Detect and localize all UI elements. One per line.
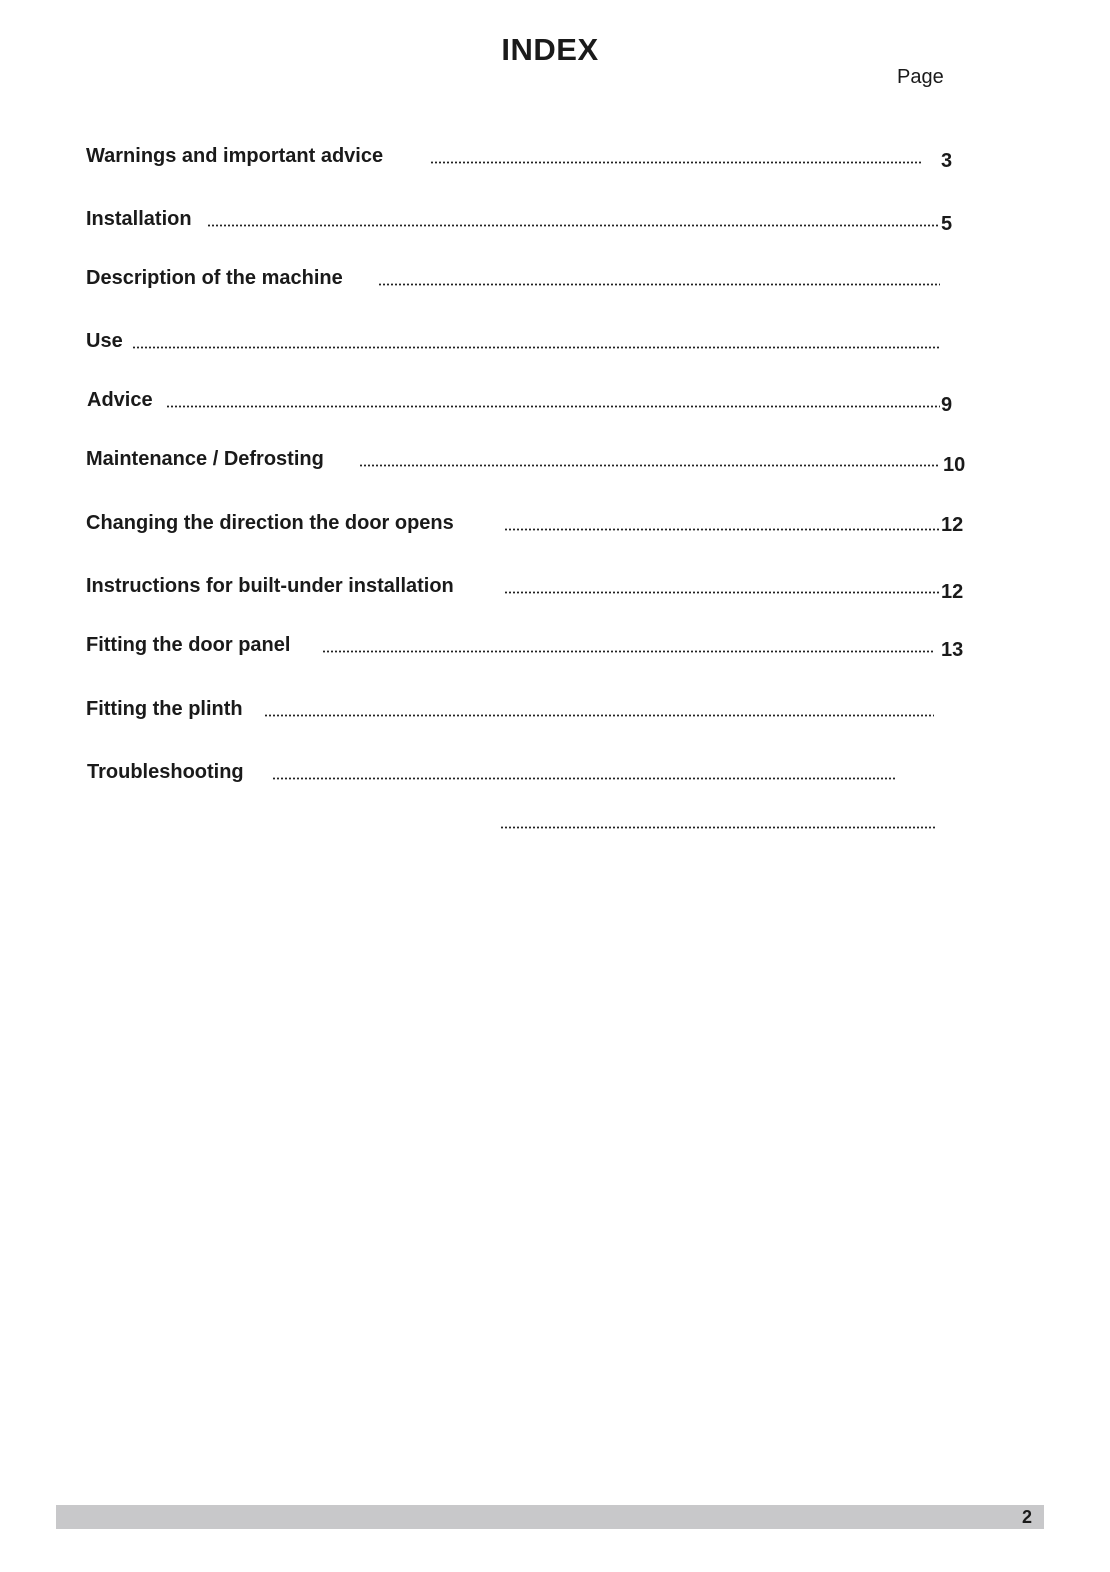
toc-leader-dots bbox=[322, 650, 934, 653]
toc-entry-page: 12 bbox=[941, 581, 964, 603]
toc-entry-built-under[interactable] bbox=[86, 573, 976, 603]
footer-bar bbox=[56, 1505, 1044, 1529]
toc-entry-label: Installation bbox=[86, 208, 192, 230]
toc-entry-plinth[interactable] bbox=[86, 696, 956, 722]
toc-leader-dots bbox=[207, 224, 940, 227]
toc-entry-label: Description of the machine bbox=[86, 267, 343, 289]
toc-entry-page: 9 bbox=[941, 394, 953, 416]
toc-entry-page: 13 bbox=[941, 639, 964, 661]
toc-entry-warnings[interactable] bbox=[86, 143, 956, 172]
page-title: INDEX bbox=[501, 32, 599, 67]
toc-entry-page: 3 bbox=[941, 150, 953, 172]
toc-entry-label: Warnings and important advice bbox=[86, 145, 384, 167]
toc-entry-label: Fitting the door panel bbox=[86, 634, 291, 656]
toc-entry-label: Troubleshooting bbox=[87, 761, 244, 783]
page-column-label: Page bbox=[897, 66, 944, 88]
toc-entry-label: Maintenance / Defrosting bbox=[86, 448, 324, 470]
toc-entry-label: Fitting the plinth bbox=[86, 698, 243, 720]
toc-entry-advice[interactable] bbox=[87, 387, 957, 416]
toc-entry-label: Use bbox=[86, 330, 123, 352]
toc-leader-dots bbox=[359, 464, 939, 467]
toc-entry-door-panel[interactable] bbox=[86, 632, 976, 661]
toc-leader-dots bbox=[264, 714, 934, 717]
toc-leader-dots bbox=[166, 405, 940, 408]
toc-entry-installation[interactable] bbox=[86, 206, 956, 235]
toc-entry-page: 5 bbox=[941, 213, 953, 235]
toc-entry-label: Advice bbox=[87, 389, 153, 411]
toc-entry-page: 12 bbox=[941, 514, 964, 536]
toc-entry-label: Instructions for built-under installation bbox=[86, 575, 454, 597]
toc-entry-description[interactable] bbox=[86, 265, 956, 291]
toc-entry-page: 10 bbox=[943, 454, 966, 476]
toc-entry-troubleshooting[interactable] bbox=[87, 759, 957, 785]
toc-entry-label: Changing the direction the door opens bbox=[86, 512, 454, 534]
toc-leader-dots bbox=[378, 283, 940, 286]
toc-leader-dots bbox=[504, 528, 939, 531]
leader-dots-orphan bbox=[500, 826, 936, 829]
toc-leader-dots bbox=[430, 161, 922, 164]
toc-leader-dots bbox=[132, 346, 940, 349]
toc-entry-changing-door[interactable] bbox=[86, 510, 976, 536]
toc-leader-dots bbox=[272, 777, 896, 780]
toc-leader-dots bbox=[504, 591, 939, 594]
toc-entry-use[interactable] bbox=[86, 328, 956, 354]
footer-page-number: 2 bbox=[1021, 1507, 1032, 1527]
toc-entry-maintenance[interactable] bbox=[86, 446, 976, 476]
